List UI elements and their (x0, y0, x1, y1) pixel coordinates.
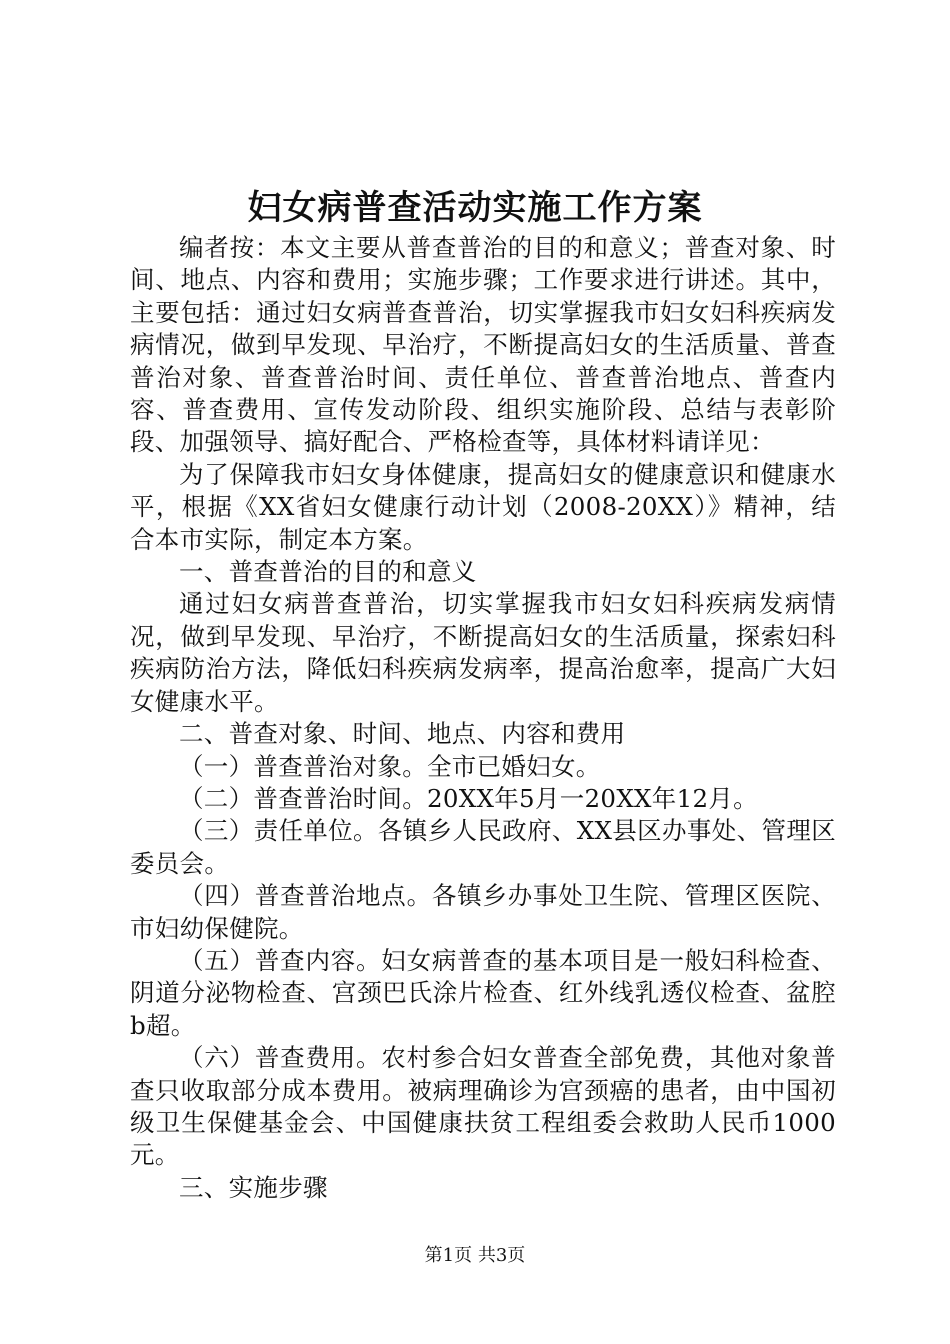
item-2-paragraph: （二）普查普治时间。20XX年5月一20XX年12月。 (179, 783, 758, 813)
intro-paragraph: 为了保障我市妇女身体健康，提高妇女的健康意识和健康水平，根据《XX省妇女健康行动计划（2008-20XX）》精神，结合本市实际，制定本方案。 (130, 459, 836, 554)
editor-note-paragraph: 编者按：本文主要从普查普治的目的和意义；普查对象、时间、地点、内容和费用；实施步骤；工作要求进行讲述。其中，主要包括：通过妇女病普查普治，切实掌握我市妇女妇科疾病发病情况，做到早发现、早治疗，不断提高妇女的生活质量、普查普治对象、普查普治时间、责任单位、普查普治地点、普查内容、普查费用、宣传发动阶段、组织实施阶段、总结与表彰阶段、加强领导、搞好配合、严格检查等，具体材料请详见： (130, 233, 836, 457)
section-heading-1: 一、普查普治的目的和意义 (179, 557, 477, 587)
item-4-paragraph: （四）普查普治地点。各镇乡办事处卫生院、管理区医院、市妇幼保健院。 (130, 881, 836, 943)
section-heading-2: 二、普查对象、时间、地点、内容和费用 (179, 719, 626, 749)
item-6-paragraph: （六）普查费用。农村参合妇女普查全部免费，其他对象普查只收取部分成本费用。被病理确诊为宫颈癌的患者，由中国初级卫生保健基金会、中国健康扶贫工程组委会救助人民币1000元。 (130, 1043, 836, 1170)
item-1-paragraph: （一）普查普治对象。全市已婚妇女。 (179, 751, 601, 781)
document-body (130, 232, 836, 1204)
item-3-paragraph: （三）责任单位。各镇乡人民政府、XX县区办事处、管理区委员会。 (130, 816, 836, 878)
document-title: 妇女病普查活动实施工作方案 (247, 188, 703, 228)
section-heading-3: 三、实施步骤 (179, 1172, 328, 1202)
section-1-paragraph: 通过妇女病普查普治，切实掌握我市妇女妇科疾病发病情况，做到早发现、早治疗，不断提高妇女的生活质量，探索妇科疾病防治方法，降低妇科疾病发病率，提高治愈率，提高广大妇女健康水平。 (130, 589, 836, 716)
page-number-footer: 第1页 共3页 (424, 1245, 526, 1266)
item-5-paragraph: （五）普查内容。妇女病普查的基本项目是一般妇科检查、阴道分泌物检查、宫颈巴氏涂片检查、红外线乳透仪检查、盆腔b超。 (130, 945, 836, 1040)
